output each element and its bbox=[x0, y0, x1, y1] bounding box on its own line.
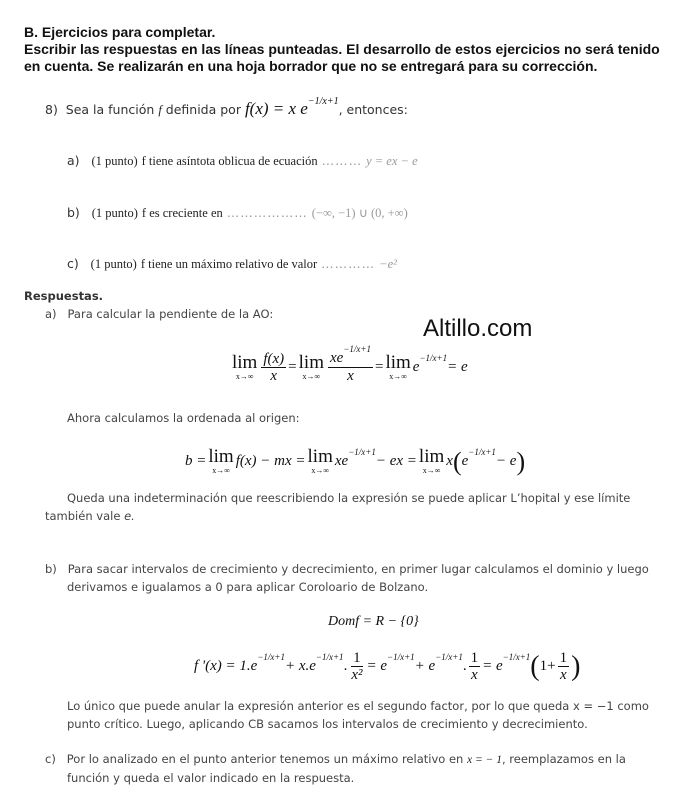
question-statement: 8) Sea la función f definida por f(x) = x $e^{-1/x+1}$, entonces: bbox=[45, 96, 408, 118]
slope-limit-equation: lim x→∞ $\frac{f(x)}{x}$ = lim x→∞ $\frac{xe^{-1/x+1}}{x}$ = lim x→∞ $e^{-1/x+1}$ = e bbox=[232, 344, 468, 384]
answers-title: Respuestas. bbox=[24, 289, 104, 303]
answer-a-text-2: Ahora calculamos la ordenada al origen: bbox=[67, 411, 300, 425]
question-item-b: b) (1 punto) f es creciente en ……………… (−∞, −1) ∪ (0, +∞) bbox=[67, 205, 408, 220]
section-title: B. Ejercicios para completar. bbox=[24, 24, 216, 40]
answer-b-conclusion: Lo único que puede anular la expresión anterior es el segundo factor, por lo que queda x = −1 como punto crítico. Luego, aplicando CB sacamos los intervalos de crecimiento y decrecimiento. bbox=[67, 699, 649, 731]
question-item-a: a) (1 punto) f tiene asíntota oblicua de ecuación ……… y = ex − e bbox=[67, 153, 418, 168]
function-formula: f(x) = x $e^{-1/x+1}$ bbox=[244, 96, 339, 118]
answer-c: −e² bbox=[379, 257, 397, 271]
answer-b-intro: b) Para sacar intervalos de crecimiento y decrecimiento, en primer lugar calculamos el dominio y luego derivamos e igualamos a 0 para aplicar Coroloario de Bolzano. bbox=[45, 562, 649, 594]
answer-a: y = ex − e bbox=[366, 154, 418, 168]
watermark: Altillo.com bbox=[423, 315, 533, 342]
question-number: 8) bbox=[45, 102, 58, 117]
answer-a-text-3: Queda una indeterminación que reescribiendo la expresión se puede aplicar L’hopital y ese límite también vale e. bbox=[45, 491, 631, 523]
instructions-line-1: Escribir las respuestas en las líneas punteadas. El desarrollo de estos ejercicios no será tenido bbox=[24, 41, 660, 57]
derivative-equation: f '$(x) = 1.e^{-1/x+1}$ + $x.e^{-1/x+1}$ . $\frac{1}{\text{x²}}$ = $e^{-1/x+1}$ + $e^{-1/x+1}$ . $\frac{1}{x}$ = $e^{-1/x+1}$ ( 1+ $\frac{1}{x}$ ) bbox=[194, 650, 581, 683]
answer-a-intro: a) Para calcular la pendiente de la AO: bbox=[45, 307, 274, 321]
instructions-line-2: en cuenta. Se realizarán en una hoja borrador que no se entregará para su corrección. bbox=[24, 58, 598, 74]
answer-c: c) Por lo analizado en el punto anterior tenemos un máximo relativo en x = − 1, reemplazamos en la función y queda el valor indicado en la respuesta. bbox=[45, 752, 626, 785]
domain-equation: Domf = R − {0} bbox=[328, 614, 419, 629]
question-item-c: c) (1 punto) f tiene un máximo relativo de valor ………… −e² bbox=[67, 256, 397, 271]
intercept-limit-equation: b = lim x→∞ f(x) − mx = lim x→∞ $xe^{-1/x+1}$ − ex = lim x→∞ x ( $e^{-1/x+1}$ − e ) bbox=[185, 446, 526, 476]
answer-b: (−∞, −1) ∪ (0, +∞) bbox=[311, 206, 408, 220]
